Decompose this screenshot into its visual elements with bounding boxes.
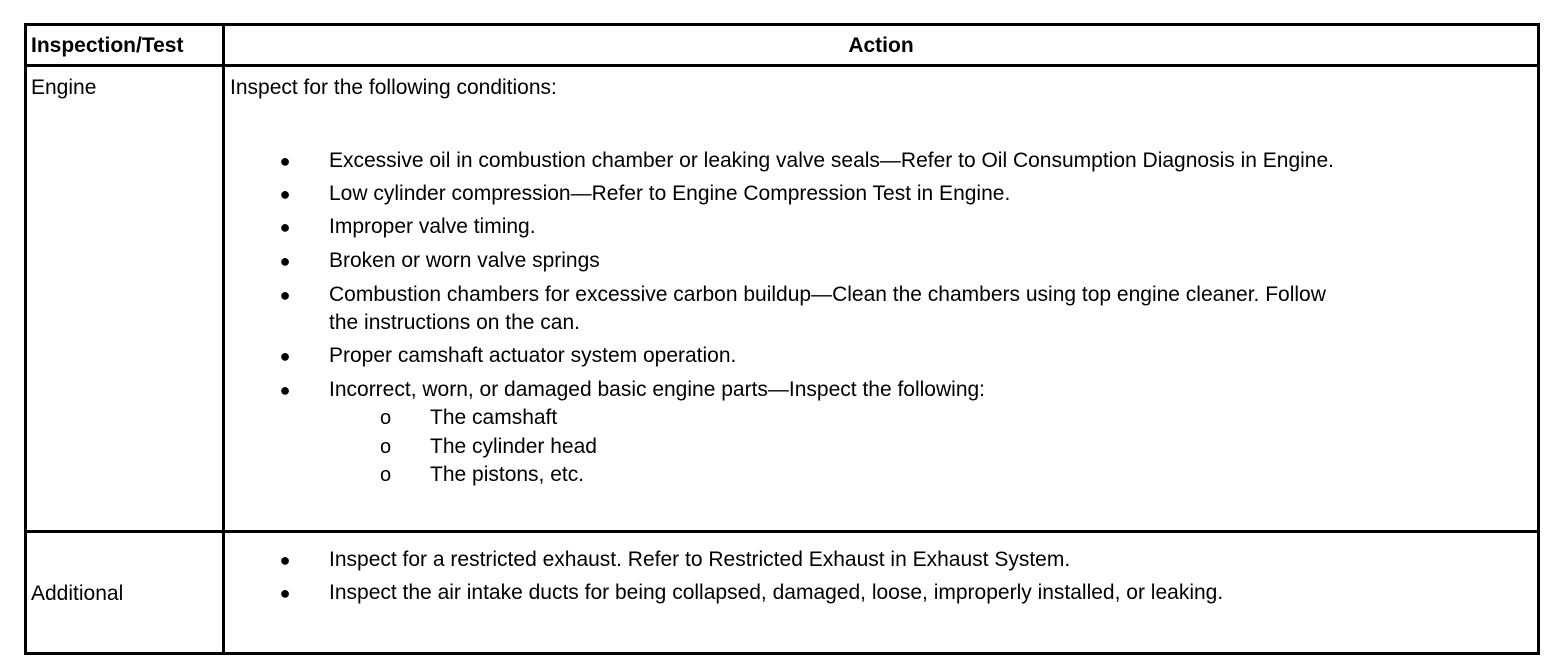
bullet-icon: ● [279, 550, 291, 570]
inspection-table [24, 23, 1540, 655]
list-item-text: Broken or worn valve springs [329, 249, 600, 272]
list-item-text: Combustion chambers for excessive carbon buildup—Clean the chambers using top engine cleaner. Follow [329, 283, 1326, 306]
sub-bullet-icon: o [380, 436, 392, 458]
list-item-text: Improper valve timing. [329, 215, 536, 238]
engine-intro-text: Inspect for the following conditions: [230, 76, 557, 99]
sub-list-item-text: The camshaft [430, 406, 558, 429]
row-label-engine: Engine [31, 76, 97, 99]
bullet-icon: ● [279, 217, 291, 237]
list-item-text: Excessive oil in combustion chamber or leaking valve seals—Refer to Oil Consumption Diagnosis in Engine. [329, 149, 1334, 172]
list-item-text: Incorrect, worn, or damaged basic engine parts—Inspect the following: [329, 378, 986, 401]
header-inspection-test: Inspection/Test [31, 34, 184, 57]
list-item-text: the instructions on the can. [329, 311, 580, 334]
bullet-icon: ● [279, 346, 291, 366]
list-item-text: Inspect the air intake ducts for being collapsed, damaged, loose, improperly installed, or leaking. [329, 581, 1224, 604]
sub-bullet-icon: o [380, 464, 392, 486]
list-item-text: Low cylinder compression—Refer to Engine Compression Test in Engine. [329, 182, 1011, 205]
row-label-additional: Additional [31, 582, 124, 605]
bullet-icon: ● [279, 184, 291, 204]
bullet-icon: ● [279, 285, 291, 305]
sub-bullet-icon: o [380, 407, 392, 429]
column-divider [222, 26, 225, 652]
row-divider [27, 530, 1537, 533]
bullet-icon: ● [279, 151, 291, 171]
header-divider [27, 64, 1537, 67]
sub-list-item-text: The cylinder head [430, 435, 597, 458]
list-item-text: Inspect for a restricted exhaust. Refer to Restricted Exhaust in Exhaust System. [329, 548, 1071, 571]
list-item-text: Proper camshaft actuator system operation. [329, 344, 737, 367]
bullet-icon: ● [279, 251, 291, 271]
header-action: Action [848, 34, 914, 57]
bullet-icon: ● [279, 380, 291, 400]
bullet-icon: ● [279, 583, 291, 603]
sub-list-item-text: The pistons, etc. [430, 463, 585, 486]
